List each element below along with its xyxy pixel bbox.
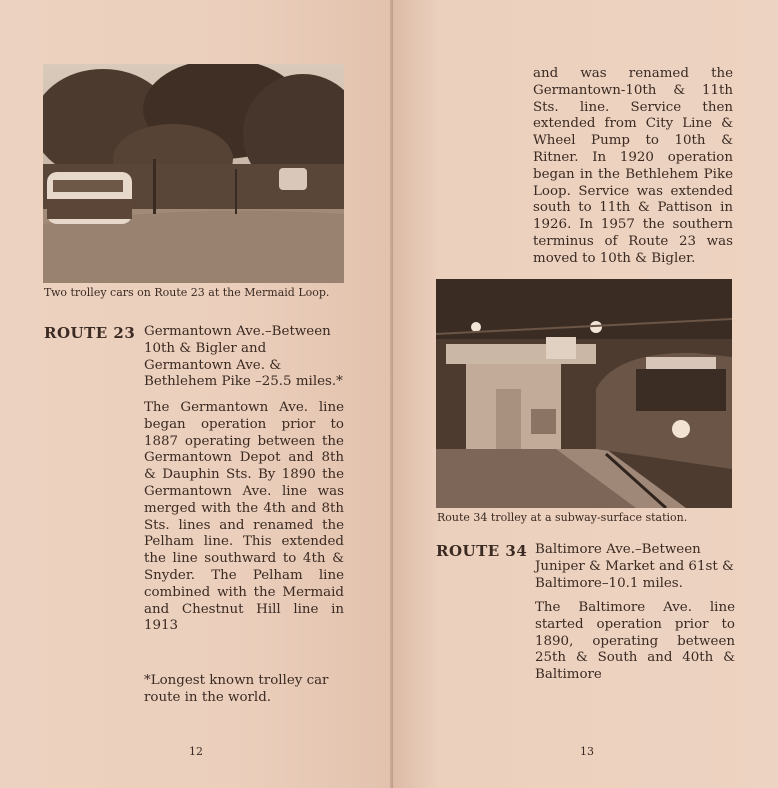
- right-page: [393, 0, 778, 788]
- route-23-description: Germantown Ave.–Between 10th & Bigler and Germantown Ave. & Bethlehem Pike –25.5 miles.*: [144, 324, 343, 390]
- mermaid-loop-photo: [43, 64, 344, 283]
- mermaid-loop-illustration: [43, 64, 344, 283]
- subway-station-illustration: [436, 279, 732, 508]
- page-number-right: 13: [580, 745, 594, 758]
- subway-station-photo: [436, 279, 732, 508]
- route-34-body: The Baltimore Ave. line started operation prior to 1890, operating between 25th & South and 40th & Baltimore: [535, 600, 735, 683]
- mermaid-loop-caption: Two trolley cars on Route 23 at the Mermaid Loop.: [44, 286, 330, 299]
- route-23-body: The Germantown Ave. line began operation prior to 1887 operating between the Germantown Depot and 8th & Dauphin Sts. By 1890 the Germantown Ave. line was merged with the 4th and 8th Sts. lines and renamed the Pelham line. This extended the line southward to 4th & Snyder. The Pelham line combined with the Mermaid and Chestnut Hill line in 1913: [144, 400, 344, 634]
- route-23-heading: ROUTE 23: [44, 324, 136, 342]
- route-23-footnote: *Longest known trolley car route in the world.: [144, 673, 329, 705]
- route-23-continued-text: and was renamed the Germantown-10th & 11th Sts. line. Service then extended from City Line & Wheel Pump to 10th & Ritner. In 1920 operation began in the Bethlehem Pike Loop. Service was extended south to 11th & Pattison in 1926. In 1957 the southern terminus of Route 23 was moved to 10th & Bigler.: [533, 66, 733, 266]
- page-number-left: 12: [189, 745, 203, 758]
- route-34-heading: ROUTE 34: [436, 542, 528, 560]
- route-34-description: Baltimore Ave.–Between Juniper & Market and 61st & Baltimore–10.1 miles.: [535, 542, 734, 591]
- subway-station-caption: Route 34 trolley at a subway-surface station.: [437, 511, 688, 524]
